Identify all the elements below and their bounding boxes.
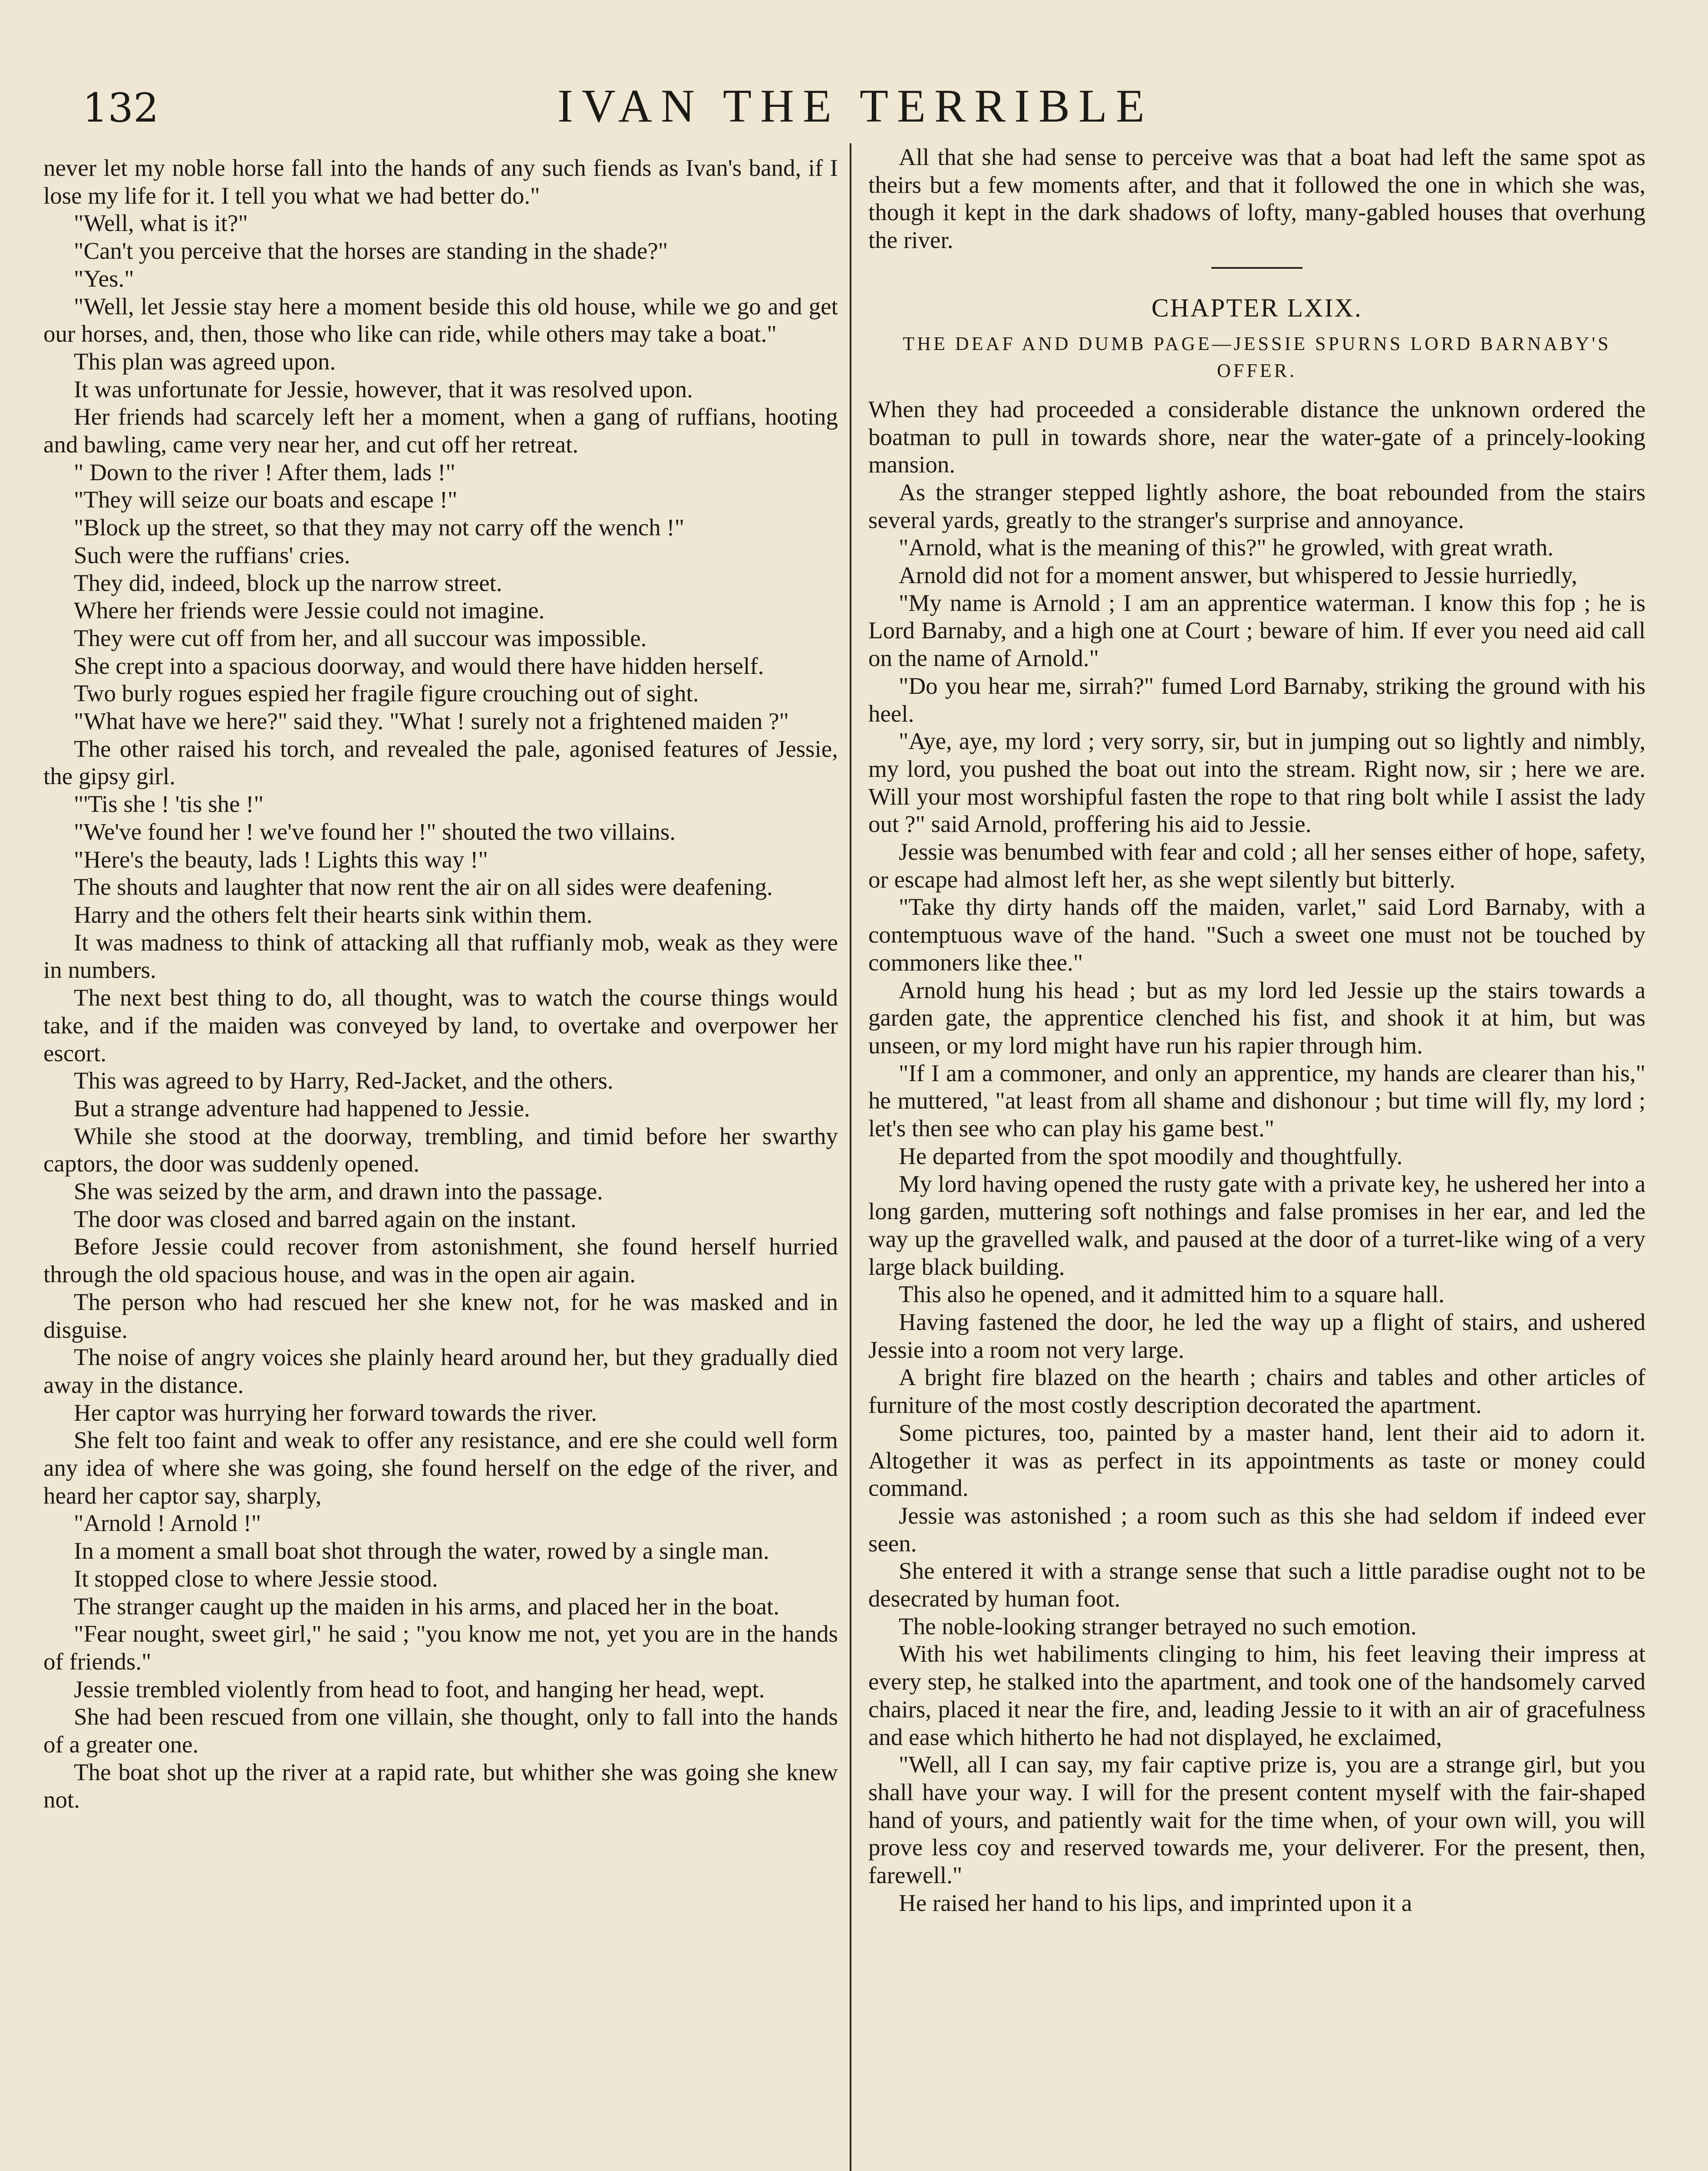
paragraph: The noble-looking stranger betrayed no such emotion.	[899, 1613, 1417, 1640]
paragraph: Her friends had scarcely left her a moment, when a gang of ruffians, hooting and bawling, came very near her, and cut off her retreat.	[43, 403, 838, 458]
paragraph: This was agreed to by Harry, Red-Jacket, and the others.	[74, 1067, 613, 1094]
paragraph: With his wet habiliments clinging to him, his feet leaving their impress at every step, he stalked into the apartment, and took one of the handsomely carved chairs, placed it near the fire, and, leading Jessie to it with an air of gracefulness and ease which hitherto he had not displayed, he exclaimed,	[868, 1640, 1645, 1750]
right-column-intro	[868, 143, 1645, 254]
paragraph: "We've found her ! we've found her !" shouted the two villains.	[74, 818, 676, 845]
paragraph: The noise of angry voices she plainly heard around her, but they gradually died away in the distance.	[43, 1344, 838, 1398]
paragraph: She felt too faint and weak to offer any resistance, and ere she could well form any idea of where she was going, she found herself on the edge of the river, and heard her captor say, sharply,	[43, 1427, 838, 1509]
paragraph: The next best thing to do, all thought, was to watch the course things would take, and if the maiden was conveyed by land, to overtake and overpower her escort.	[43, 984, 838, 1066]
paragraph: She crept into a spacious doorway, and would there have hidden herself.	[74, 652, 764, 679]
paragraph: In a moment a small boat shot through the water, rowed by a single man.	[74, 1538, 769, 1564]
paragraph: " Down to the river ! After them, lads !"	[74, 459, 455, 485]
paragraph: Having fastened the door, he led the way up a flight of stairs, and ushered Jessie into a room not very large.	[868, 1309, 1645, 1363]
paragraph: "Fear nought, sweet girl," he said ; "you know me not, yet you are in the hands of friends."	[43, 1620, 838, 1675]
paragraph: She had been rescued from one villain, she thought, only to fall into the hands of a greater one.	[43, 1703, 838, 1758]
paragraph: "Arnold ! Arnold !"	[74, 1510, 261, 1537]
page-header	[78, 76, 1632, 132]
running-title: IVAN THE TERRIBLE	[557, 80, 1153, 132]
paragraph: "Well, all I can say, my fair captive prize is, you are a strange girl, but you shall have your way. I will for the present content myself with the fair-shaped hand of yours, and patiently wait for the time when, of your own will, you will prove less coy and reserved towards me, your deliverer. For the present, then, farewell."	[868, 1751, 1645, 1889]
paragraph: It was unfortunate for Jessie, however, that it was resolved upon.	[74, 376, 693, 403]
paragraph: Such were the ruffians' cries.	[74, 541, 350, 568]
paragraph: "Arnold, what is the meaning of this?" he growled, with great wrath.	[899, 534, 1554, 561]
paragraph: She was seized by the arm, and drawn into the passage.	[74, 1178, 603, 1205]
paragraph: "Well, what is it?"	[74, 210, 248, 237]
paragraph: The boat shot up the river at a rapid rate, but whither she was going she knew not.	[43, 1759, 838, 1813]
paragraph: "What have we here?" said they. "What ! surely not a frightened maiden ?"	[74, 708, 789, 735]
page-number: 132	[82, 85, 159, 131]
paragraph: While she stood at the doorway, trembling, and timid before her swarthy captors, the door was suddenly opened.	[43, 1122, 838, 1177]
paragraph: Where her friends were Jessie could not imagine.	[74, 597, 545, 624]
left-column	[43, 154, 838, 1814]
paragraph: As the stranger stepped lightly ashore, the boat rebounded from the stairs several yards, greatly to the stranger's surprise and annoyance.	[868, 478, 1645, 533]
right-column-chapter-text	[868, 396, 1645, 1917]
paragraph: "They will seize our boats and escape !"	[74, 486, 458, 513]
paragraph: It stopped close to where Jessie stood.	[74, 1565, 438, 1592]
paragraph: Arnold hung his head ; but as my lord led Jessie up the stairs towards a garden gate, the apprentice clenched his fist, and shook it at him, but was unseen, or my lord might have run his rapier through him.	[868, 977, 1645, 1059]
paragraph: Jessie was astonished ; a room such as this she had seldom if indeed ever seen.	[868, 1502, 1645, 1557]
paragraph: The stranger caught up the maiden in his arms, and placed her in the boat.	[74, 1593, 780, 1620]
paragraph: The person who had rescued her she knew not, for he was masked and in disguise.	[43, 1288, 838, 1343]
paragraph: Two burly rogues espied her fragile figure crouching out of sight.	[74, 680, 699, 707]
paragraph: "My name is Arnold ; I am an apprentice waterman. I know this fop ; he is Lord Barnaby, and a high one at Court ; beware of him. If ever you need aid call on the name of Arnold."	[868, 589, 1645, 672]
paragraph: My lord having opened the rusty gate with a private key, he ushered her into a long garden, muttering soft nothings and false promises in her ear, and led the way up the gravelled walk, and paused at the door of a turret-like wing of a very large black building.	[868, 1170, 1645, 1280]
right-column	[868, 143, 1645, 1917]
paragraph: This plan was agreed upon.	[74, 348, 336, 375]
paragraph: Jessie was benumbed with fear and cold ; all her senses either of hope, safety, or escape had almost left her, as she wept silently but bitterly.	[868, 838, 1645, 893]
paragraph: All that she had sense to perceive was that a boat had left the same spot as theirs but a few moments after, and that it followed the one in which she was, though it kept in the dark shadows of lofty, many-gabled houses that overhung the river.	[868, 144, 1645, 254]
paragraph: "Do you hear me, sirrah?" fumed Lord Barnaby, striking the ground with his heel.	[868, 672, 1645, 727]
paragraph: Before Jessie could recover from astonishment, she found herself hurried through the old spacious house, and was in the open air again.	[43, 1233, 838, 1288]
paragraph: The door was closed and barred again on the instant.	[74, 1205, 577, 1232]
paragraph: Some pictures, too, painted by a master hand, lent their aid to adorn it. Altogether it was as perfect in its appointments as taste or money could command.	[868, 1419, 1645, 1501]
paragraph: When they had proceeded a considerable distance the unknown ordered the boatman to pull in towards shore, near the water-gate of a princely-looking mansion.	[868, 396, 1645, 478]
paragraph: But a strange adventure had happened to Jessie.	[74, 1095, 530, 1122]
paragraph: It was madness to think of attacking all that ruffianly mob, weak as they were in numbers.	[43, 929, 838, 983]
paragraph: "If I am a commoner, and only an apprentice, my hands are clearer than his," he muttered, "at least from all shame and dishonour ; but time will fly, my lord ; let's then see who can play his game best."	[868, 1059, 1645, 1142]
column-divider	[850, 143, 851, 2171]
chapter-rule	[1211, 267, 1302, 269]
paragraph: never let my noble horse fall into the hands of any such fiends as Ivan's band, if I lose my life for it. I tell you what we had better do."	[43, 155, 838, 209]
chapter-title: CHAPTER LXIX.	[1151, 293, 1362, 322]
paragraph: "Take thy dirty hands off the maiden, varlet," said Lord Barnaby, with a contemptuous wave of the hand. "Such a sweet one must not be touched by commoners like thee."	[868, 894, 1645, 976]
paragraph: "Aye, aye, my lord ; very sorry, sir, but in jumping out so lightly and nimbly, my lord, you pushed the boat out into the stream. Right now, sir ; here we are. Will your most worshipful fasten the rope to that ring bolt while I assist the lady out ?" said Arnold, proffering his aid to Jessie.	[868, 728, 1645, 838]
paragraph: "Yes."	[74, 265, 134, 292]
paragraph: Harry and the others felt their hearts sink within them.	[74, 901, 593, 928]
paragraph: "Can't you perceive that the horses are standing in the shade?"	[74, 238, 668, 264]
paragraph: "Block up the street, so that they may not carry off the wench !"	[74, 514, 685, 541]
paragraph: He departed from the spot moodily and thoughtfully.	[899, 1142, 1403, 1169]
paragraph: Arnold did not for a moment answer, but whispered to Jessie hurriedly,	[899, 562, 1577, 589]
paragraph: Jessie trembled violently from head to foot, and hanging her head, wept.	[74, 1676, 765, 1702]
chapter-subtitle: THE DEAF AND DUMB PAGE—JESSIE SPURNS LORD BARNABY'S OFFER.	[903, 333, 1611, 381]
paragraph: She entered it with a strange sense that such a little paradise ought not to be desecrated by human foot.	[868, 1557, 1645, 1612]
paragraph: This also he opened, and it admitted him to a square hall.	[899, 1281, 1445, 1308]
paragraph: Her captor was hurrying her forward towards the river.	[74, 1399, 597, 1426]
paragraph: They were cut off from her, and all succour was impossible.	[74, 624, 647, 651]
paragraph: "Here's the beauty, lads ! Lights this way !"	[74, 846, 488, 873]
paragraph: The other raised his torch, and revealed the pale, agonised features of Jessie, the gipsy girl.	[43, 735, 838, 790]
paragraph: He raised her hand to his lips, and imprinted upon it a	[899, 1889, 1412, 1916]
paragraph: "'Tis she ! 'tis she !"	[74, 791, 264, 818]
paragraph: The shouts and laughter that now rent the air on all sides were deafening.	[74, 874, 773, 901]
paragraph: "Well, let Jessie stay here a moment beside this old house, while we go and get our horses, and, then, those who like can ride, while others may take a boat."	[43, 293, 838, 347]
paragraph: A bright fire blazed on the hearth ; chairs and tables and other articles of furniture of the most costly description decorated the apartment.	[868, 1364, 1645, 1419]
paragraph: They did, indeed, block up the narrow street.	[74, 569, 502, 596]
